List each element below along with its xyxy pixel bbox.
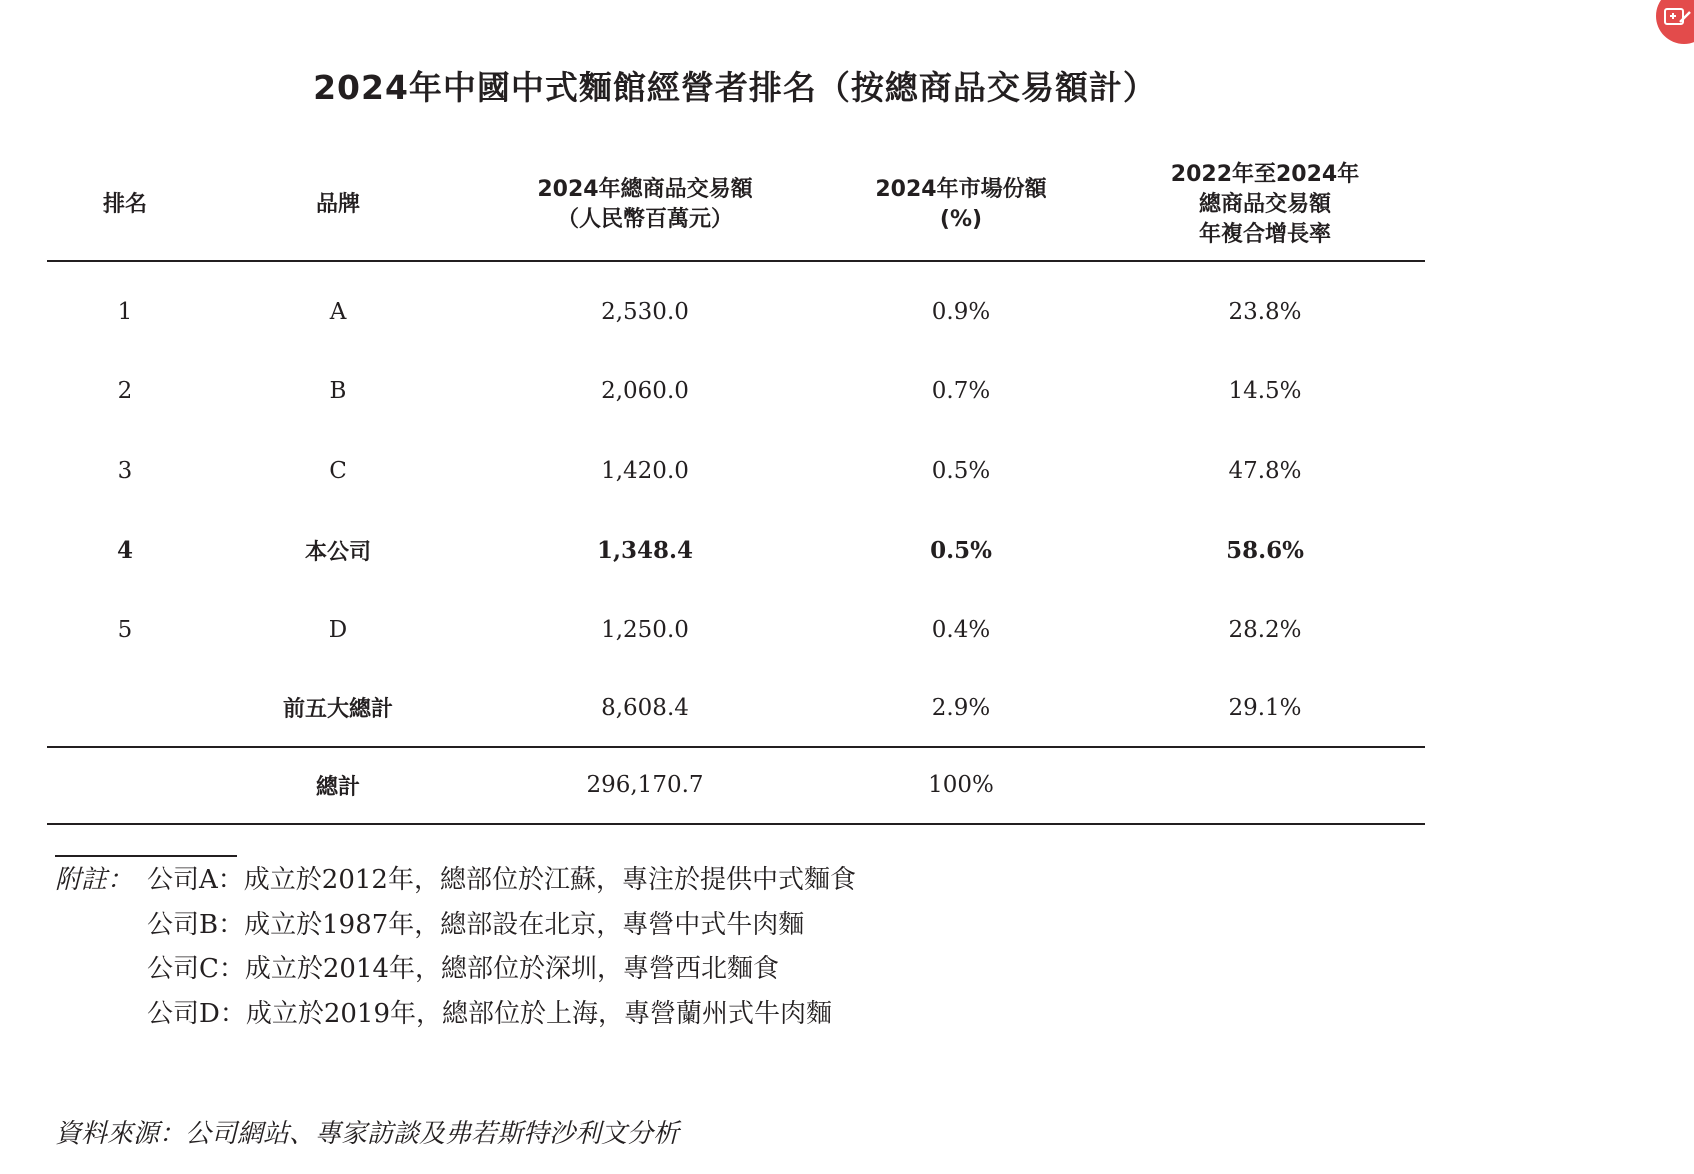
gmv-cell: 2,060.0 (601, 378, 689, 405)
cagr-cell: 14.5% (1228, 378, 1302, 405)
notes-prefix: 附註： (55, 865, 134, 895)
total-label: 總計 (203, 747, 473, 824)
rank-cell: 3 (117, 457, 133, 484)
header-rank (47, 150, 203, 261)
gmv-cell: 296,170.7 (473, 747, 817, 824)
gmv-cell: 8,608.4 (473, 670, 817, 747)
table-row-company (47, 511, 1425, 591)
cagr-cell: 58.6% (1226, 536, 1304, 564)
note-text: 公司A：成立於2012年，總部位於江蘇，專注於提供中式麵食 (147, 865, 856, 895)
note-item (55, 903, 856, 948)
table-row (47, 261, 1425, 352)
gmv-cell: 2,530.0 (601, 298, 689, 325)
rank-cell: 1 (117, 298, 133, 325)
header-gmv (473, 150, 817, 261)
brand-cell: B (329, 378, 347, 405)
source-note: 資料來源：公司網站、專家訪談及弗若斯特沙利文分析 (55, 1119, 680, 1149)
header-cagr-line3: 年複合增長率 (1198, 222, 1331, 247)
ranking-table (47, 150, 1425, 825)
share-cell: 100% (817, 747, 1105, 824)
table-header-row (47, 150, 1425, 261)
note-text: 公司C：成立於2014年，總部位於深圳，專營西北麵食 (147, 954, 780, 984)
page-title: 2024年中國中式麵館經營者排名（按總商品交易額計） (313, 68, 1157, 107)
cagr-cell: 28.2% (1228, 616, 1302, 643)
table-row (47, 590, 1425, 670)
rank-cell-empty (47, 747, 203, 824)
header-brand-label: 品牌 (315, 192, 360, 217)
header-cagr-line2: 總商品交易額 (1198, 192, 1331, 217)
header-brand (203, 150, 473, 261)
header-cagr (1105, 150, 1425, 261)
share-cell: 2.9% (817, 670, 1105, 747)
brand-cell: D (328, 616, 348, 643)
header-gmv-unit: （人民幣百萬元） (556, 207, 733, 232)
rank-cell: 4 (116, 536, 133, 564)
share-cell: 0.4% (931, 616, 991, 643)
header-rank-label: 排名 (102, 192, 147, 217)
rank-cell: 5 (117, 616, 133, 643)
rank-cell-empty (47, 670, 203, 747)
notes-block (55, 858, 856, 1036)
share-cell: 0.5% (931, 457, 991, 484)
note-indent (55, 992, 147, 1037)
brand-cell: 本公司 (304, 539, 371, 565)
table-row (47, 352, 1425, 432)
gmv-cell: 1,420.0 (601, 457, 689, 484)
ranking-table-container (47, 150, 1425, 825)
header-share-label: 2024年市場份額 (875, 177, 1047, 202)
table-row (47, 431, 1425, 511)
subtotal-label: 前五大總計 (203, 670, 473, 747)
note-indent (55, 903, 147, 948)
note-indent (55, 947, 147, 992)
note-item (55, 947, 856, 992)
table-row-top5-total (47, 670, 1425, 747)
cagr-cell-empty (1105, 747, 1425, 824)
cagr-cell: 29.1% (1105, 670, 1425, 747)
note-item (55, 992, 856, 1037)
note-text: 公司D：成立於2019年，總部位於上海，專營蘭州式牛肉麵 (147, 998, 833, 1029)
brand-cell: C (329, 457, 347, 484)
floating-action-button[interactable] (1656, 0, 1694, 44)
brand-cell: A (329, 298, 347, 325)
header-cagr-line1: 2022年至2024年 (1170, 162, 1360, 187)
gmv-cell: 1,348.4 (596, 536, 694, 564)
note-item (55, 858, 856, 903)
cagr-cell: 47.8% (1228, 457, 1302, 484)
gmv-cell: 1,250.0 (601, 616, 689, 643)
edit-icon (1664, 6, 1694, 28)
notes-divider (55, 855, 237, 857)
header-gmv-label: 2024年總商品交易額 (537, 177, 753, 202)
table-row-grand-total (47, 747, 1425, 824)
share-cell: 0.9% (931, 298, 991, 325)
note-text: 公司B：成立於1987年，總部設在北京，專營中式牛肉麵 (147, 909, 805, 940)
share-cell: 0.7% (931, 378, 991, 405)
header-share-unit: (%) (939, 207, 983, 232)
rank-cell: 2 (117, 378, 133, 405)
share-cell: 0.5% (930, 536, 992, 564)
header-share (817, 150, 1105, 261)
cagr-cell: 23.8% (1228, 298, 1302, 325)
